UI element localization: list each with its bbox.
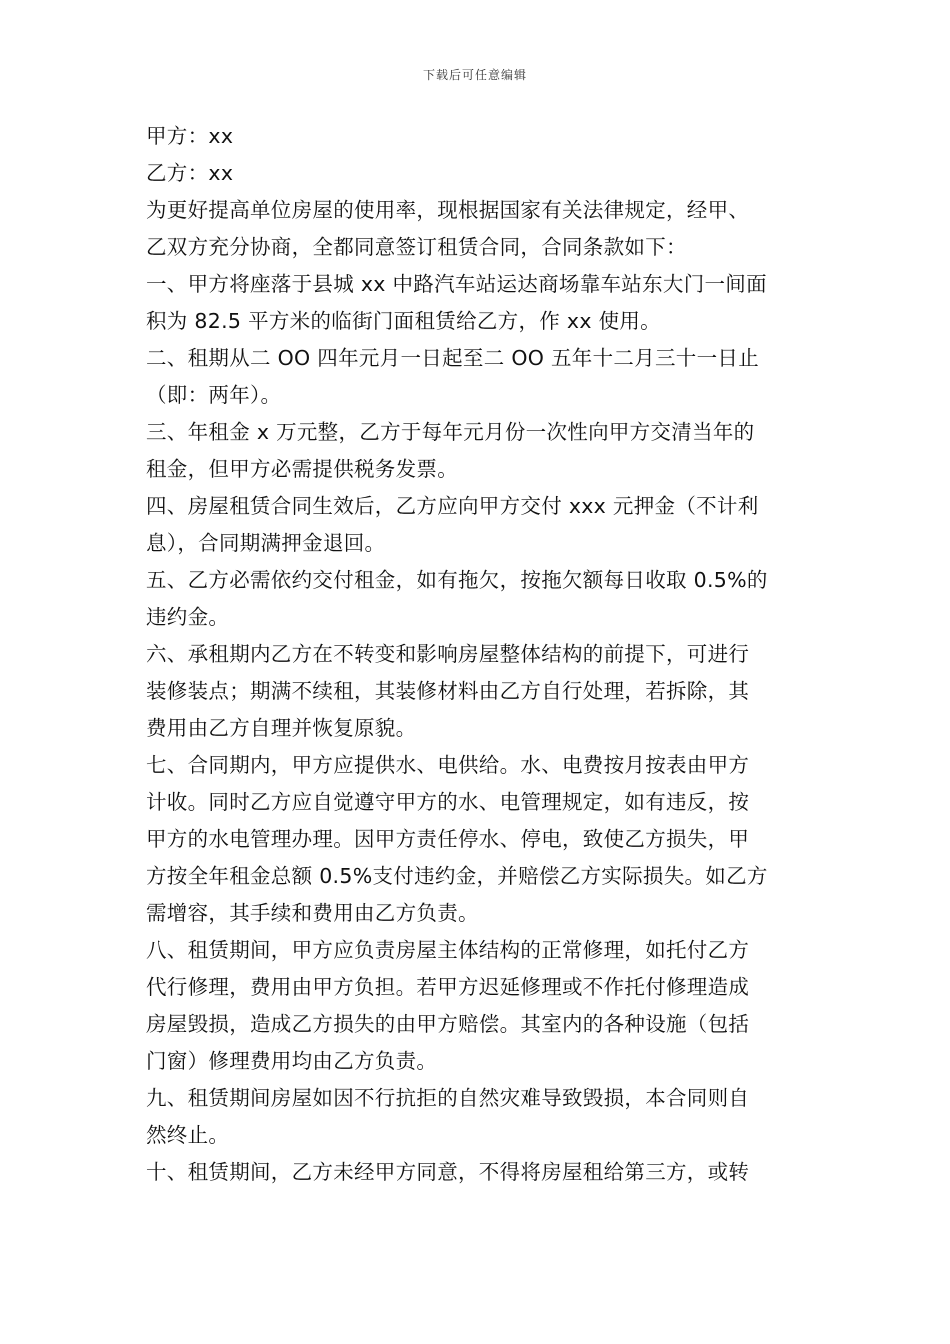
- clause-3-line: 租金，但甲方必需提供税务发票。: [146, 457, 458, 481]
- clause-7-line: 方按全年租金总额 0.5%支付违约金，并赔偿乙方实际损失。如乙方: [146, 864, 768, 888]
- clause-5-line: 五、乙方必需依约交付租金，如有拖欠，按拖欠额每日收取 0.5%的: [146, 568, 768, 592]
- clause-6-line: 费用由乙方自理并恢复原貌。: [146, 716, 417, 740]
- clause-7-line: 甲方的水电管理办理。因甲方责任停水、停电，致使乙方损失，甲: [146, 827, 750, 851]
- clause-4-line: 四、房屋租赁合同生效后，乙方应向甲方交付 xxx 元押金（不计利: [146, 494, 759, 518]
- clause-7-line: 需增容，其手续和费用由乙方负责。: [146, 901, 479, 925]
- clause-8-line: 八、租赁期间，甲方应负责房屋主体结构的正常修理，如托付乙方: [146, 938, 750, 962]
- party-a-line: 甲方：xx: [146, 124, 234, 148]
- clause-8-line: 代行修理，费用由甲方负担。若甲方迟延修理或不作托付修理造成: [146, 975, 750, 999]
- preamble-line: 为更好提高单位房屋的使用率，现根据国家有关法律规定，经甲、: [146, 198, 750, 222]
- header-note: 下载后可任意编辑: [422, 68, 527, 82]
- clause-3-line: 三、年租金 x 万元整，乙方于每年元月份一次性向甲方交清当年的: [146, 420, 755, 444]
- clause-2-line: （即：两年）。: [146, 383, 282, 407]
- clause-6-line: 装修装点；期满不续租，其装修材料由乙方自行处理，若拆除，其: [146, 679, 750, 703]
- clause-9-line: 然终止。: [146, 1123, 230, 1147]
- clause-2-line: 二、租期从二 OO 四年元月一日起至二 OO 五年十二月三十一日止: [146, 346, 760, 370]
- clause-1-line: 一、甲方将座落于县城 xx 中路汽车站运达商场靠车站东大门一间面: [146, 272, 767, 296]
- clause-7-line: 七、合同期内，甲方应提供水、电供给。水、电费按月按表由甲方: [146, 753, 750, 777]
- preamble-line: 乙双方充分协商，全都同意签订租赁合同，合同条款如下：: [146, 235, 687, 259]
- clause-4-line: 息），合同期满押金退回。: [146, 531, 386, 555]
- contract-body: [146, 118, 806, 1191]
- clause-7-line: 计收。同时乙方应自觉遵守甲方的水、电管理规定，如有违反，按: [146, 790, 750, 814]
- party-b-line: 乙方：xx: [146, 161, 234, 185]
- clause-1-line: 积为 82.5 平方米的临街门面租赁给乙方，作 xx 使用。: [146, 309, 661, 333]
- clause-9-line: 九、租赁期间房屋如因不行抗拒的自然灾难导致毁损，本合同则自: [146, 1086, 750, 1110]
- clause-5-line: 违约金。: [146, 605, 230, 629]
- clause-10-line: 十、租赁期间，乙方未经甲方同意，不得将房屋租给第三方，或转: [146, 1160, 750, 1184]
- clause-8-line: 门窗）修理费用均由乙方负责。: [146, 1049, 438, 1073]
- clause-8-line: 房屋毁损，造成乙方损失的由甲方赔偿。其室内的各种设施（包括: [146, 1012, 750, 1036]
- clause-6-line: 六、承租期内乙方在不转变和影响房屋整体结构的前提下，可进行: [146, 642, 750, 666]
